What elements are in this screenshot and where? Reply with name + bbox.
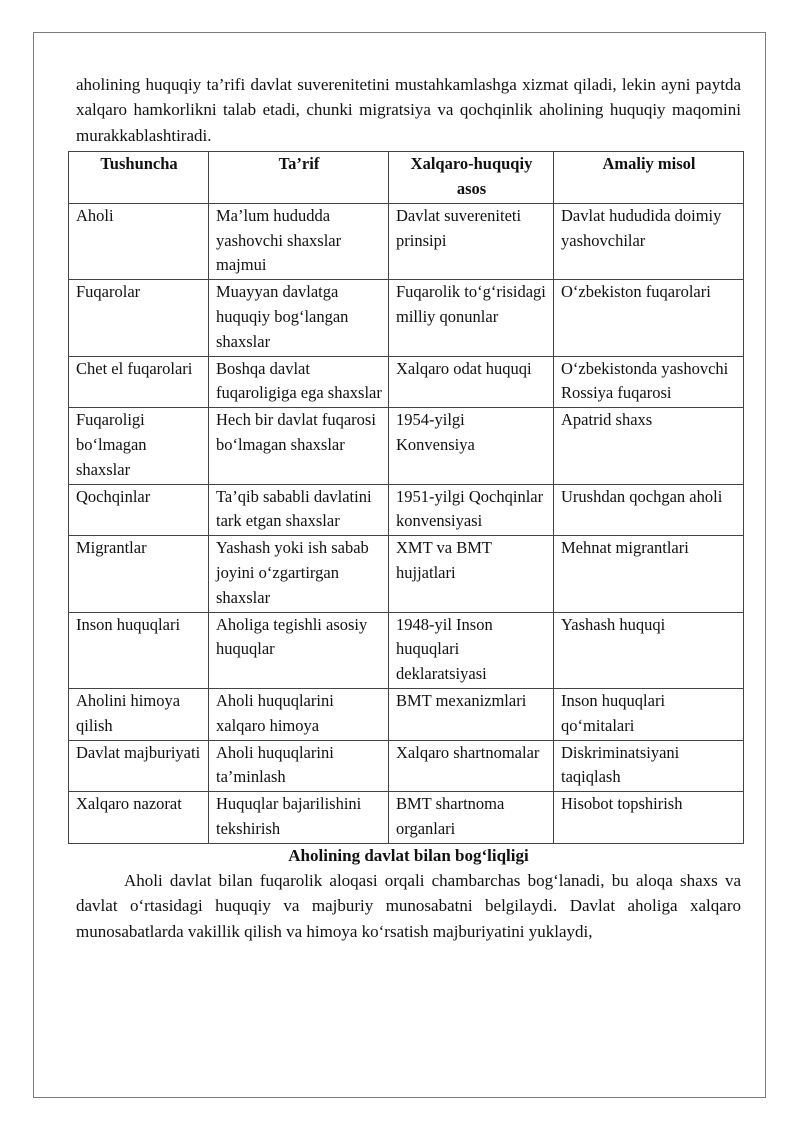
- table-cell: Huquqlar bajarilishini tekshirish: [209, 792, 389, 844]
- table-cell: Xalqaro nazorat: [69, 792, 209, 844]
- table-cell: BMT mexanizmlari: [389, 688, 554, 740]
- header-concept: Tushuncha: [69, 152, 209, 204]
- table-header-row: [69, 152, 744, 204]
- table-cell: Qochqinlar: [69, 484, 209, 536]
- table-cell: Chet el fuqarolari: [69, 356, 209, 408]
- table-cell: Inson huquqlari: [69, 612, 209, 688]
- table-cell: Fuqarolar: [69, 280, 209, 356]
- table-cell: O‘zbekistonda yashovchi Rossiya fuqarosi: [554, 356, 744, 408]
- table-cell: Aholi: [69, 203, 209, 279]
- table-cell: Davlat majburiyati: [69, 740, 209, 792]
- table-cell: Davlat hududida doimiy yashovchilar: [554, 203, 744, 279]
- table-cell: Diskriminatsiyani taqiqlash: [554, 740, 744, 792]
- concepts-table: [68, 151, 744, 844]
- table-cell: Xalqaro odat huquqi: [389, 356, 554, 408]
- table-cell: Fuqaroligi bo‘lmagan shaxslar: [69, 408, 209, 484]
- table-cell: Ma’lum hududda yashovchi shaxslar majmui: [209, 203, 389, 279]
- table-cell: Aholiga tegishli asosiy huquqlar: [209, 612, 389, 688]
- table-cell: Urushdan qochgan aholi: [554, 484, 744, 536]
- table-cell: BMT shartnoma organlari: [389, 792, 554, 844]
- header-definition: Ta’rif: [209, 152, 389, 204]
- table-cell: Aholi huquqlarini xalqaro himoya: [209, 688, 389, 740]
- table-cell: Boshqa davlat fuqaroligiga ega shaxslar: [209, 356, 389, 408]
- table-cell: 1948-yil Inson huquqlari deklaratsiyasi: [389, 612, 554, 688]
- table-row: [69, 203, 744, 279]
- table-cell: Mehnat migrantlari: [554, 536, 744, 612]
- table-cell: XMT va BMT hujjatlari: [389, 536, 554, 612]
- table-cell: Hisobot topshirish: [554, 792, 744, 844]
- table-cell: Ta’qib sababli davlatini tark etgan shaxslar: [209, 484, 389, 536]
- table-cell: O‘zbekiston fuqarolari: [554, 280, 744, 356]
- table-cell: Hech bir davlat fuqarosi bo‘lmagan shaxslar: [209, 408, 389, 484]
- table-row: [69, 688, 744, 740]
- table-cell: Migrantlar: [69, 536, 209, 612]
- table-cell: Davlat suvereniteti prinsipi: [389, 203, 554, 279]
- table-row: [69, 356, 744, 408]
- section-heading: Aholining davlat bilan bog‘liqligi: [288, 845, 529, 865]
- table-cell: Yashash yoki ish sabab joyini o‘zgartirgan shaxslar: [209, 536, 389, 612]
- table-row: [69, 280, 744, 356]
- table-cell: Inson huquqlari qo‘mitalari: [554, 688, 744, 740]
- table-cell: Aholi huquqlarini ta’minlash: [209, 740, 389, 792]
- table-cell: Aholini himoya qilish: [69, 688, 209, 740]
- table-cell: Yashash huquqi: [554, 612, 744, 688]
- body-paragraph: Aholi davlat bilan fuqarolik aloqasi orqali chambarchas bog‘lanadi, bu aloqa shaxs va davlat o‘rtasidagi huquqiy va majburiy munosabatni belgilaydi. Davlat aholiga xalqaro munosabatlarda vakillik qilish va himoya ko‘rsatish majburiyatini yuklaydi,: [76, 870, 741, 941]
- table-cell: Muayyan davlatga huquqiy bog‘langan shaxslar: [209, 280, 389, 356]
- table-cell: Apatrid shaxs: [554, 408, 744, 484]
- table-row: [69, 484, 744, 536]
- table-row: [69, 408, 744, 484]
- table-row: [69, 740, 744, 792]
- document-content: [76, 72, 741, 944]
- table-row: [69, 792, 744, 844]
- table-cell: Fuqarolik to‘g‘risidagi milliy qonunlar: [389, 280, 554, 356]
- table-cell: 1951-yilgi Qochqinlar konvensiyasi: [389, 484, 554, 536]
- intro-paragraph: aholining huquqiy ta’rifi davlat suverenitetini mustahkamlashga xizmat qiladi, lekin ayni paytda xalqaro hamkorlikni talab etadi, chunki migratsiya va qochqinlik aholining huquqiy maqomini murakkablashtiradi.: [76, 75, 741, 145]
- header-legal-basis: Xalqaro-huquqiy asos: [389, 152, 554, 204]
- header-example: Amaliy misol: [554, 152, 744, 204]
- table-cell: 1954-yilgi Konvensiya: [389, 408, 554, 484]
- table-row: [69, 612, 744, 688]
- table-cell: Xalqaro shartnomalar: [389, 740, 554, 792]
- table-row: [69, 536, 744, 612]
